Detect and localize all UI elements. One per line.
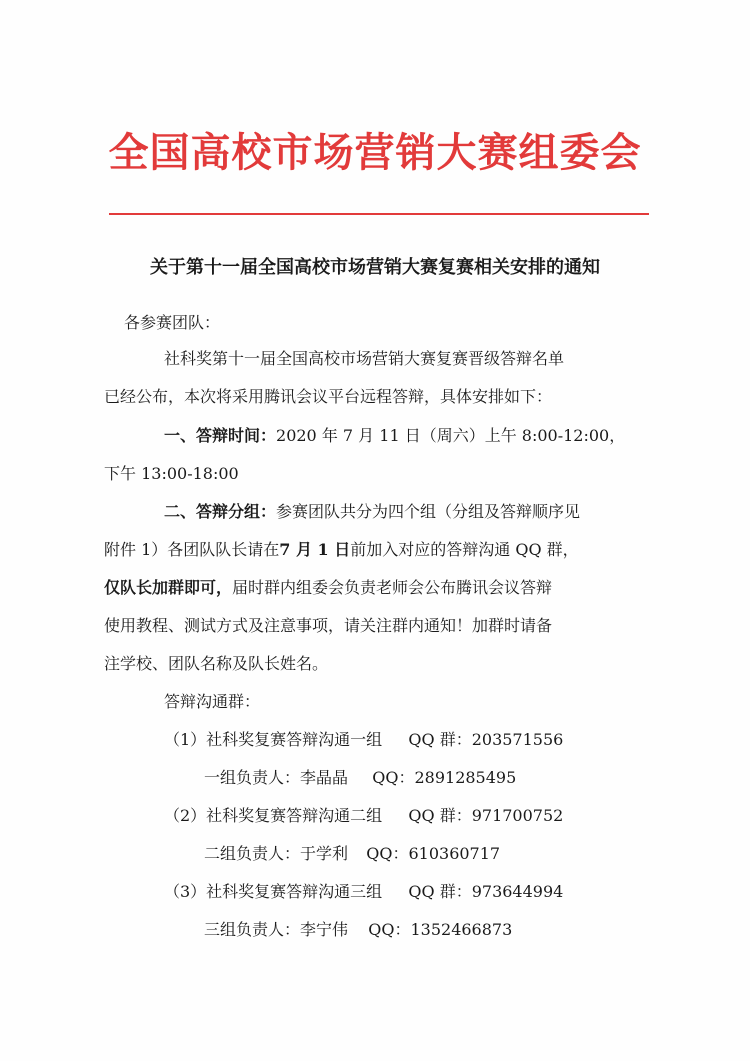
group-1-leader-qq-label: QQ： <box>372 768 415 787</box>
group-2-leader-name: 于学利 <box>300 844 349 863</box>
group-3-leader-qq-label: QQ： <box>368 920 411 939</box>
section-1-text: 2020 年 7 月 11 日（周六）上午 8:00-12:00， <box>276 426 626 445</box>
group-2-leader-label: 二组负责人： <box>204 844 301 863</box>
section-1-line-2: 下午 13:00-18:00 <box>104 464 239 483</box>
group-3-leader-qq: 1352466873 <box>410 920 513 939</box>
group-3-name: （3）社科奖复赛答辩沟通三组 <box>164 882 383 901</box>
group-2-leader-qq-label: QQ： <box>366 844 409 863</box>
groups-heading: 答辩沟通群： <box>164 692 261 711</box>
section-2-line-2 <box>104 536 579 564</box>
group-1-leader-label: 一组负责人： <box>204 768 301 787</box>
group-2-qq-label: QQ 群： <box>408 806 472 825</box>
section-2-label: 二、答辩分组： <box>164 502 277 521</box>
section-2-text: 参赛团队共分为四个组（分组及答辩顺序见 <box>276 502 581 521</box>
group-1-leader-row <box>204 764 516 792</box>
section-1 <box>164 422 625 450</box>
section-2-line-3 <box>104 574 552 602</box>
group-3-leader-name: 李宁伟 <box>300 920 349 939</box>
deadline-date: 7 月 1 日 <box>279 540 351 559</box>
section-2-line-2-a: 附件 1）各团队队长请在 <box>104 540 280 559</box>
section-2-line-2-b: 前加入对应的答辩沟通 QQ 群， <box>350 540 579 559</box>
red-divider <box>109 213 649 215</box>
section-2-line-3-b: 届时群内组委会负责老师会公布腾讯会议答辩 <box>232 578 553 597</box>
group-1-row <box>164 726 563 754</box>
intro-line-1: 社科奖第十一届全国高校市场营销大赛复赛晋级答辩名单 <box>164 349 565 368</box>
group-1-qq-label: QQ 群： <box>408 730 472 749</box>
group-1-name: （1）社科奖复赛答辩沟通一组 <box>164 730 383 749</box>
leader-only-note: 仅队长加群即可， <box>104 578 233 597</box>
group-1-leader-name: 李晶晶 <box>300 768 349 787</box>
group-3-leader-row <box>204 916 512 944</box>
section-2-line-5: 注学校、团队名称及队长姓名。 <box>104 654 329 673</box>
notice-title: 关于第十一届全国高校市场营销大赛复赛相关安排的通知 <box>150 257 600 278</box>
group-3-leader-label: 三组负责人： <box>204 920 301 939</box>
group-2-leader-row <box>204 840 500 868</box>
group-2-leader-qq: 610360717 <box>408 844 501 863</box>
salutation: 各参赛团队： <box>124 313 221 332</box>
group-2-row <box>164 802 563 830</box>
group-1-leader-qq: 2891285495 <box>414 768 517 787</box>
section-2 <box>164 498 580 526</box>
group-3-qq-label: QQ 群： <box>408 882 472 901</box>
group-2-name: （2）社科奖复赛答辩沟通二组 <box>164 806 383 825</box>
section-1-label: 一、答辩时间： <box>164 426 277 445</box>
group-2-qq-number: 971700752 <box>471 806 564 825</box>
intro-line-2: 已经公布，本次将采用腾讯会议平台远程答辩，具体安排如下： <box>104 387 553 406</box>
section-2-line-4: 使用教程、测试方式及注意事项，请关注群内通知！加群时请备 <box>104 616 553 635</box>
group-3-row <box>164 878 563 906</box>
organization-title: 全国高校市场营销大赛组委会 <box>108 129 642 176</box>
group-3-qq-number: 973644994 <box>471 882 564 901</box>
group-1-qq-number: 203571556 <box>471 730 564 749</box>
